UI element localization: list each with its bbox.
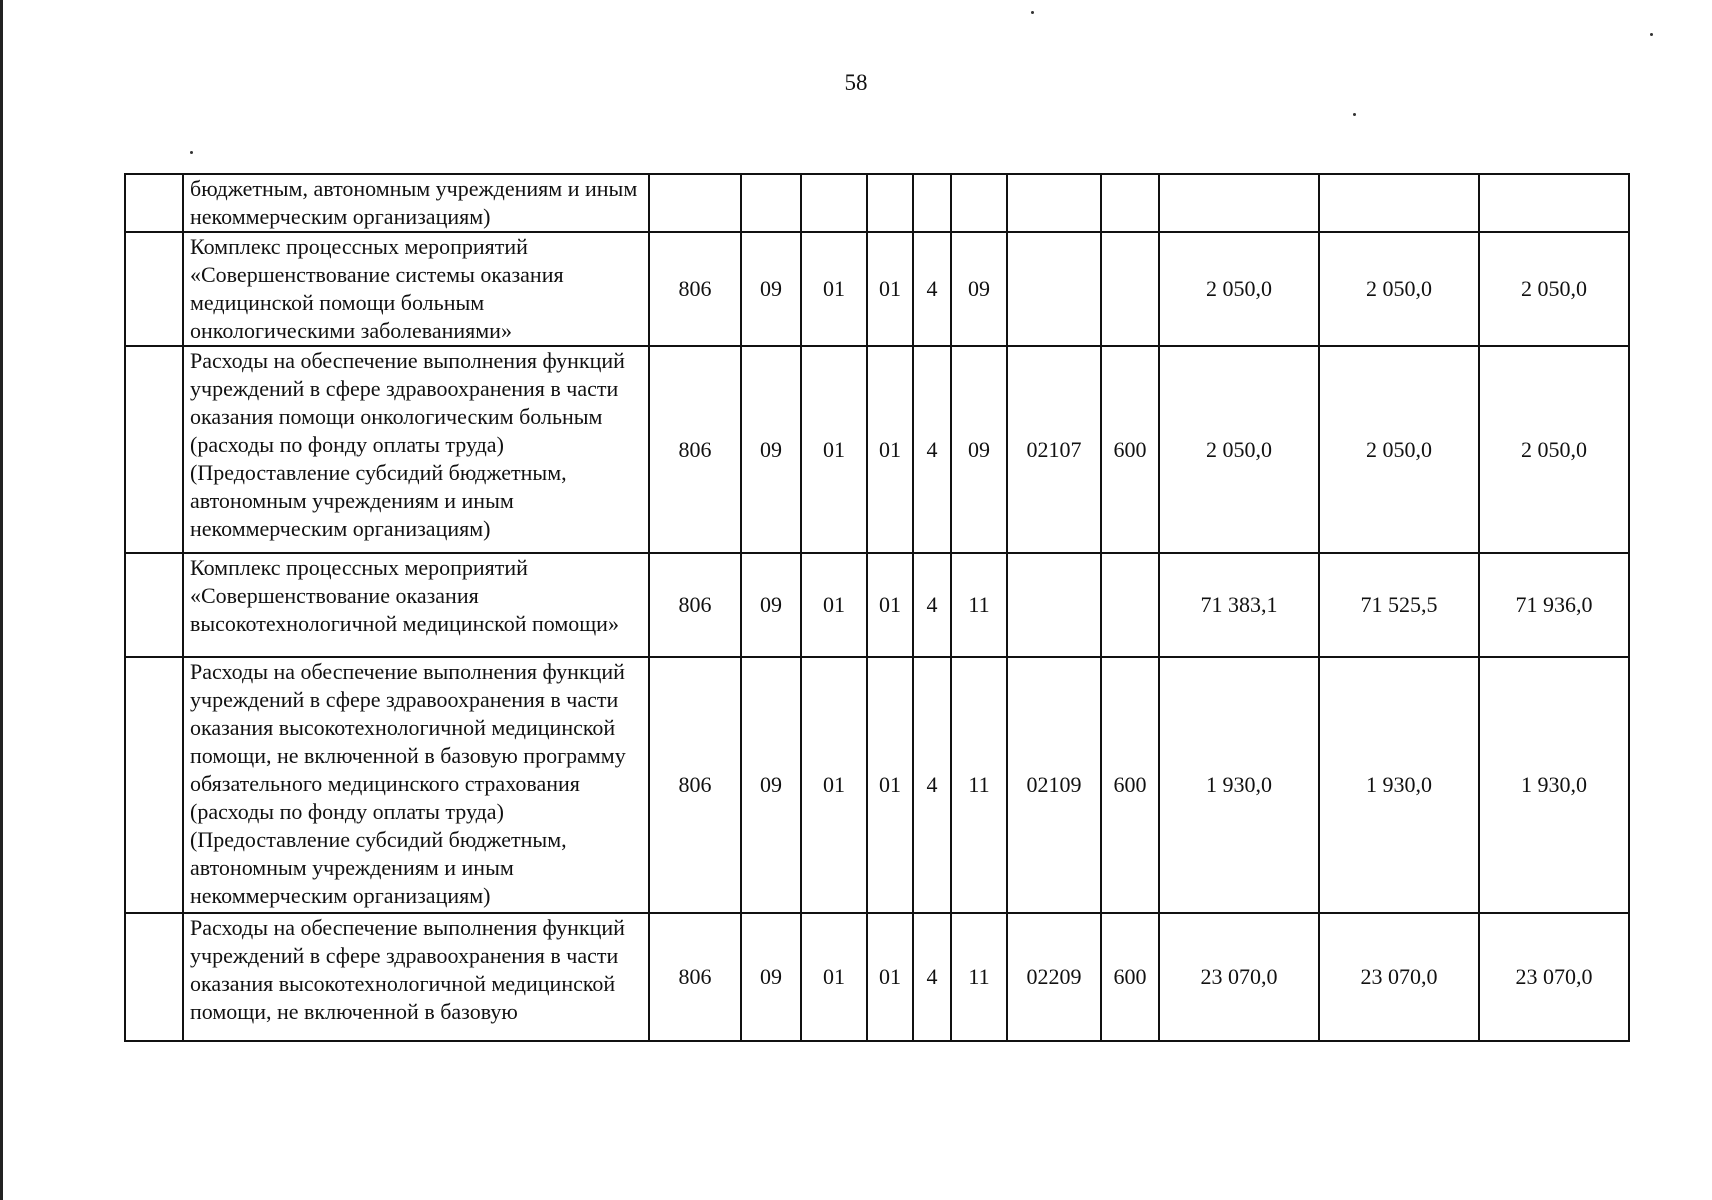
expense-type-cell bbox=[1101, 232, 1159, 346]
program-code-cell: 01 bbox=[867, 913, 913, 1041]
description-cell: Комплекс процессных мероприятий «Совершенствование системы оказания медицинской помощи больным онкологическими заболеваниями» bbox=[183, 232, 649, 346]
amount-year3-cell: 1 930,0 bbox=[1479, 657, 1629, 913]
amount-year3-cell: 2 050,0 bbox=[1479, 346, 1629, 553]
subsection-code-cell bbox=[801, 174, 867, 232]
subprogram-code-cell: 4 bbox=[913, 657, 951, 913]
direction-code-cell: 02107 bbox=[1007, 346, 1101, 553]
subprogram-code-cell: 4 bbox=[913, 346, 951, 553]
budget-table bbox=[124, 173, 1630, 1042]
amount-year3-cell: 2 050,0 bbox=[1479, 232, 1629, 346]
section-code-cell: 09 bbox=[741, 553, 801, 657]
measure-code-cell: 11 bbox=[951, 553, 1007, 657]
program-code-cell bbox=[867, 174, 913, 232]
measure-code-cell bbox=[951, 174, 1007, 232]
scan-speck bbox=[1353, 113, 1356, 116]
subprogram-code-cell bbox=[913, 174, 951, 232]
table-row bbox=[125, 174, 1629, 232]
row-index-cell bbox=[125, 553, 183, 657]
amount-year2-cell: 2 050,0 bbox=[1319, 346, 1479, 553]
scan-speck bbox=[190, 151, 193, 154]
amount-year2-cell: 23 070,0 bbox=[1319, 913, 1479, 1041]
amount-year2-cell: 71 525,5 bbox=[1319, 553, 1479, 657]
description-cell: Комплекс процессных мероприятий «Совершенствование оказания высокотехнологичной медицинской помощи» bbox=[183, 553, 649, 657]
scan-speck bbox=[1031, 11, 1034, 14]
subsection-code-cell: 01 bbox=[801, 553, 867, 657]
measure-code-cell: 11 bbox=[951, 913, 1007, 1041]
expense-type-cell bbox=[1101, 553, 1159, 657]
description-cell: Расходы на обеспечение выполнения функций учреждений в сфере здравоохранения в части оказания высокотехнологичной медицинской помощи, не включенной в базовую программу обязательного медицинского страхования (расходы по фонду оплаты труда) (Предоставление субсидий бюджетным, автономным учреждениям и иным некоммерческим организациям) bbox=[183, 657, 649, 913]
amount-year2-cell: 2 050,0 bbox=[1319, 232, 1479, 346]
subprogram-code-cell: 4 bbox=[913, 913, 951, 1041]
subprogram-code-cell: 4 bbox=[913, 232, 951, 346]
table-row bbox=[125, 232, 1629, 346]
ministry-code-cell bbox=[649, 174, 741, 232]
ministry-code-cell: 806 bbox=[649, 232, 741, 346]
row-index-cell bbox=[125, 174, 183, 232]
program-code-cell: 01 bbox=[867, 553, 913, 657]
direction-code-cell bbox=[1007, 553, 1101, 657]
amount-year2-cell bbox=[1319, 174, 1479, 232]
direction-code-cell: 02109 bbox=[1007, 657, 1101, 913]
amount-year1-cell bbox=[1159, 174, 1319, 232]
description-cell: бюджетным, автономным учреждениям и иным некоммерческим организациям) bbox=[183, 174, 649, 232]
subsection-code-cell: 01 bbox=[801, 232, 867, 346]
section-code-cell: 09 bbox=[741, 657, 801, 913]
page-number: 58 bbox=[844, 70, 868, 95]
table-row bbox=[125, 553, 1629, 657]
expense-type-cell: 600 bbox=[1101, 346, 1159, 553]
section-code-cell: 09 bbox=[741, 232, 801, 346]
amount-year1-cell: 2 050,0 bbox=[1159, 346, 1319, 553]
amount-year3-cell bbox=[1479, 174, 1629, 232]
table-row bbox=[125, 346, 1629, 553]
subsection-code-cell: 01 bbox=[801, 913, 867, 1041]
row-index-cell bbox=[125, 913, 183, 1041]
row-index-cell bbox=[125, 657, 183, 913]
description-cell: Расходы на обеспечение выполнения функций учреждений в сфере здравоохранения в части оказания помощи онкологическим больным (расходы по фонду оплаты труда) (Предоставление субсидий бюджетным, автономным учреждениям и иным некоммерческим организациям) bbox=[183, 346, 649, 553]
amount-year1-cell: 23 070,0 bbox=[1159, 913, 1319, 1041]
scan-speck bbox=[1650, 33, 1653, 36]
section-code-cell: 09 bbox=[741, 346, 801, 553]
section-code-cell bbox=[741, 174, 801, 232]
description-cell: Расходы на обеспечение выполнения функций учреждений в сфере здравоохранения в части оказания высокотехнологичной медицинской помощи, не включенной в базовую bbox=[183, 913, 649, 1041]
expense-type-cell: 600 bbox=[1101, 657, 1159, 913]
amount-year2-cell: 1 930,0 bbox=[1319, 657, 1479, 913]
ministry-code-cell: 806 bbox=[649, 657, 741, 913]
direction-code-cell bbox=[1007, 232, 1101, 346]
direction-code-cell bbox=[1007, 174, 1101, 232]
expense-type-cell bbox=[1101, 174, 1159, 232]
row-index-cell bbox=[125, 346, 183, 553]
program-code-cell: 01 bbox=[867, 657, 913, 913]
measure-code-cell: 11 bbox=[951, 657, 1007, 913]
subsection-code-cell: 01 bbox=[801, 346, 867, 553]
program-code-cell: 01 bbox=[867, 232, 913, 346]
measure-code-cell: 09 bbox=[951, 232, 1007, 346]
section-code-cell: 09 bbox=[741, 913, 801, 1041]
amount-year1-cell: 71 383,1 bbox=[1159, 553, 1319, 657]
expense-type-cell: 600 bbox=[1101, 913, 1159, 1041]
amount-year3-cell: 71 936,0 bbox=[1479, 553, 1629, 657]
ministry-code-cell: 806 bbox=[649, 346, 741, 553]
amount-year3-cell: 23 070,0 bbox=[1479, 913, 1629, 1041]
row-index-cell bbox=[125, 232, 183, 346]
subsection-code-cell: 01 bbox=[801, 657, 867, 913]
amount-year1-cell: 1 930,0 bbox=[1159, 657, 1319, 913]
program-code-cell: 01 bbox=[867, 346, 913, 553]
table-row bbox=[125, 913, 1629, 1041]
subprogram-code-cell: 4 bbox=[913, 553, 951, 657]
page-edge bbox=[0, 0, 3, 1200]
table-row bbox=[125, 657, 1629, 913]
ministry-code-cell: 806 bbox=[649, 553, 741, 657]
ministry-code-cell: 806 bbox=[649, 913, 741, 1041]
measure-code-cell: 09 bbox=[951, 346, 1007, 553]
amount-year1-cell: 2 050,0 bbox=[1159, 232, 1319, 346]
direction-code-cell: 02209 bbox=[1007, 913, 1101, 1041]
